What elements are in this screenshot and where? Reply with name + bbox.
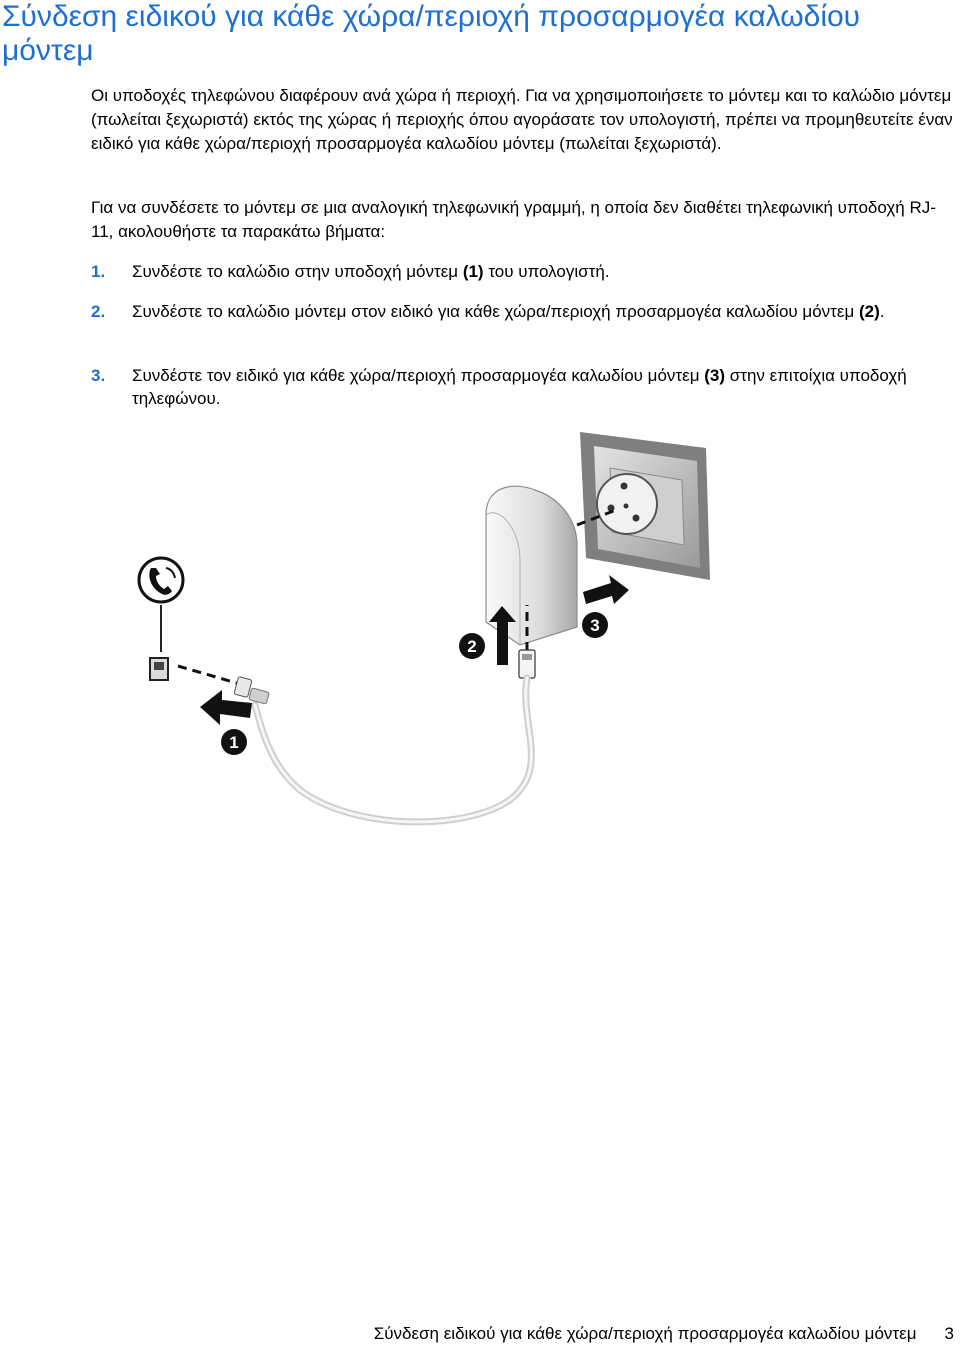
callout-2-badge — [459, 633, 485, 659]
step-text: Συνδέστε τον ειδικό για κάθε χώρα/περιοχή προσαρμογέα καλωδίου μόντεμ (3) στην επιτοίχια υποδοχή τηλεφώνου. — [132, 366, 907, 408]
rj11-plug-computer-end — [234, 676, 269, 704]
callout-1-badge — [221, 729, 247, 755]
page-number: 3 — [944, 1324, 954, 1343]
step-text: Συνδέστε το καλώδιο μόντεμ στον ειδικό για κάθε χώρα/περιοχή προσαρμογέα καλωδίου μόντεμ (2). — [132, 302, 885, 321]
page-footer — [374, 1323, 954, 1345]
modem-cable — [255, 678, 531, 822]
footer-title: Σύνδεση ειδικού για κάθε χώρα/περιοχή προσαρμογέα καλωδίου μόντεμ — [373, 1324, 917, 1343]
page-title: Σύνδεση ειδικού για κάθε χώρα/περιοχή προσαρμογέα καλωδίου μόντεμ — [2, 0, 861, 67]
callout-ref: (1) — [462, 262, 484, 281]
callout-ref: (3) — [704, 366, 726, 385]
step-2 — [91, 300, 957, 323]
svg-text:2: 2 — [467, 637, 477, 656]
arrow-3-icon — [583, 575, 629, 604]
svg-text:3: 3 — [590, 616, 600, 635]
instructions-paragraph: Για να συνδέσετε το μόντεμ σε μια αναλογική τηλεφωνική γραμμή, η οποία δεν διαθέτει τηλεφωνική υποδοχή RJ-11, ακολουθήστε τα παρακάτω βήματα: — [91, 198, 936, 241]
phone-icon — [139, 558, 183, 652]
intro-paragraph: Οι υποδοχές τηλεφώνου διαφέρουν ανά χώρα ή περιοχή. Για να χρησιμοποιήσετε το μόντεμ και το καλώδιο μόντεμ (πωλείται ξεχωριστά) εκτός της χώρας ή περιοχής όπου αγοράσατε τον υπολογιστή, πρέπει να προμηθευτείτε έναν ειδικό για κάθε χώρα/περιοχή προσαρμογέα καλωδίου μόντεμ (πωλείται ξεχωριστά). — [91, 86, 953, 153]
step-text: Συνδέστε το καλώδιο στην υποδοχή μόντεμ (1) του υπολογιστή. — [132, 262, 610, 281]
modem-adapter-illustration — [126, 425, 726, 845]
step-1 — [91, 260, 957, 283]
callout-ref: (2) — [859, 302, 880, 321]
svg-text:1: 1 — [229, 733, 239, 752]
step-3 — [91, 364, 957, 410]
computer-modem-jack — [150, 658, 168, 680]
step-number: 3. — [91, 366, 106, 385]
rj11-plug-adapter-end — [519, 650, 535, 678]
callout-3-badge — [582, 612, 608, 638]
step-number: 2. — [91, 302, 106, 321]
wall-jack — [580, 432, 710, 580]
step-number: 1. — [91, 262, 106, 281]
